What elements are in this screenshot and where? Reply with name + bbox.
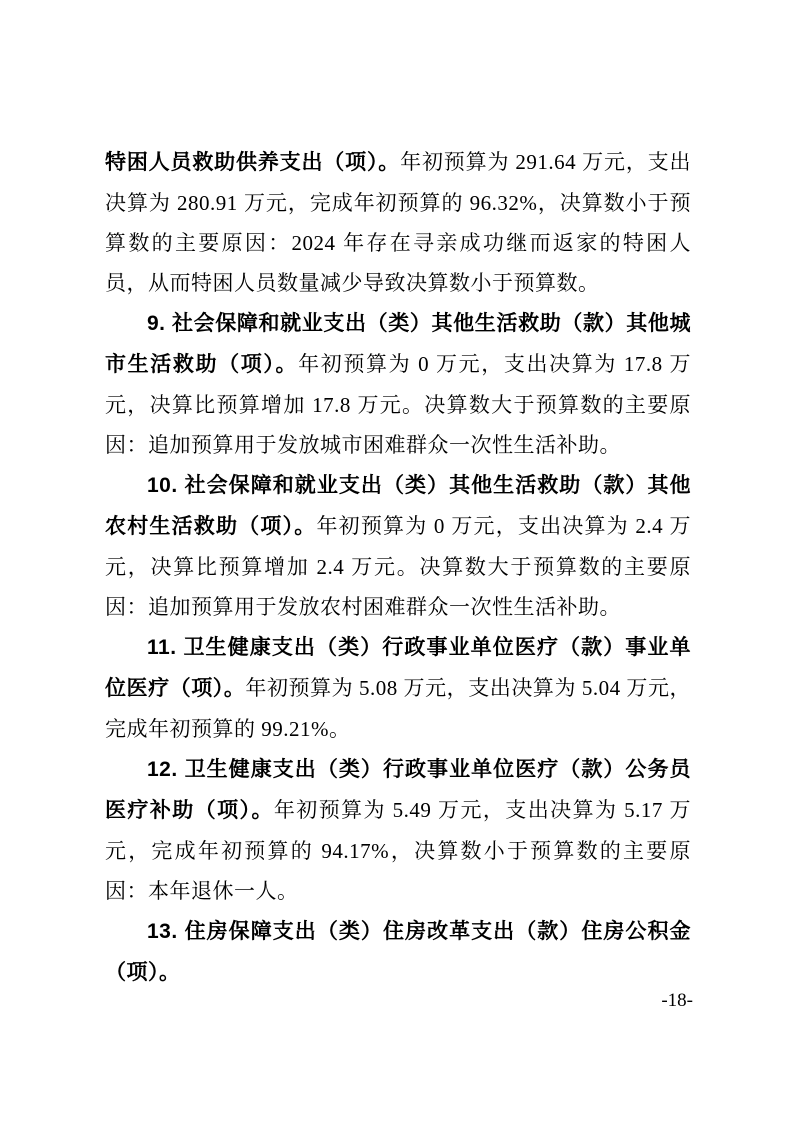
paragraph-lead: 13. 住房保障支出（类）住房改革支出（款）住房公积金（项）。 xyxy=(105,920,691,984)
paragraph xyxy=(105,465,691,627)
paragraph-body: 年初预算为 0 万元，支出决算为 17.8 万元，决算比预算增加 17.8 万元。决算数大于预算数的主要原因：追加预算用于发放城市困难群众一次性生活补助。 xyxy=(105,352,691,457)
paragraph xyxy=(105,749,691,911)
paragraph-lead: 12. 卫生健康支出（类）行政事业单位医疗（款）公务员医疗补助（项）。 xyxy=(105,758,691,822)
paragraph-body: 年初预算为 5.08 万元，支出决算为 5.04 万元，完成年初预算的 99.21%。 xyxy=(105,676,692,741)
paragraph xyxy=(105,911,691,993)
paragraph-lead: 11. 卫生健康支出（类）行政事业单位医疗（款）事业单位医疗（项）。 xyxy=(105,636,691,700)
paragraph xyxy=(105,142,691,303)
paragraph-lead: 10. 社会保障和就业支出（类）其他生活救助（款）其他农村生活救助（项）。 xyxy=(105,474,691,538)
paragraph xyxy=(105,627,691,749)
paragraph-lead: 特困人员救助供养支出（项）。 xyxy=(105,151,401,174)
paragraph-body: 年初预算为 0 万元，支出决算为 2.4 万元，决算比预算增加 2.4 万元。决算数大于预算数的主要原因：追加预算用于发放农村困难群众一次性生活补助。 xyxy=(105,514,692,619)
paragraph-body: 年初预算为 291.64 万元，支出决算为 280.91 万元，完成年初预算的 96.32%，决算数小于预算数的主要原因：2024 年存在寻亲成功继而返家的特困人员，从而特困人员数量减少导致决算数小于预算数。 xyxy=(105,150,692,295)
paragraph-lead: 9. 社会保障和就业支出（类）其他生活救助（款）其他城市生活救助（项）。 xyxy=(105,312,691,376)
paragraph xyxy=(105,303,691,465)
page-number: -18- xyxy=(661,990,693,1011)
text-block xyxy=(105,142,691,993)
paragraph-body: 年初预算为 5.49 万元，支出决算为 5.17 万元，完成年初预算的 94.17%，决算数小于预算数的主要原因：本年退休一人。 xyxy=(105,798,691,903)
